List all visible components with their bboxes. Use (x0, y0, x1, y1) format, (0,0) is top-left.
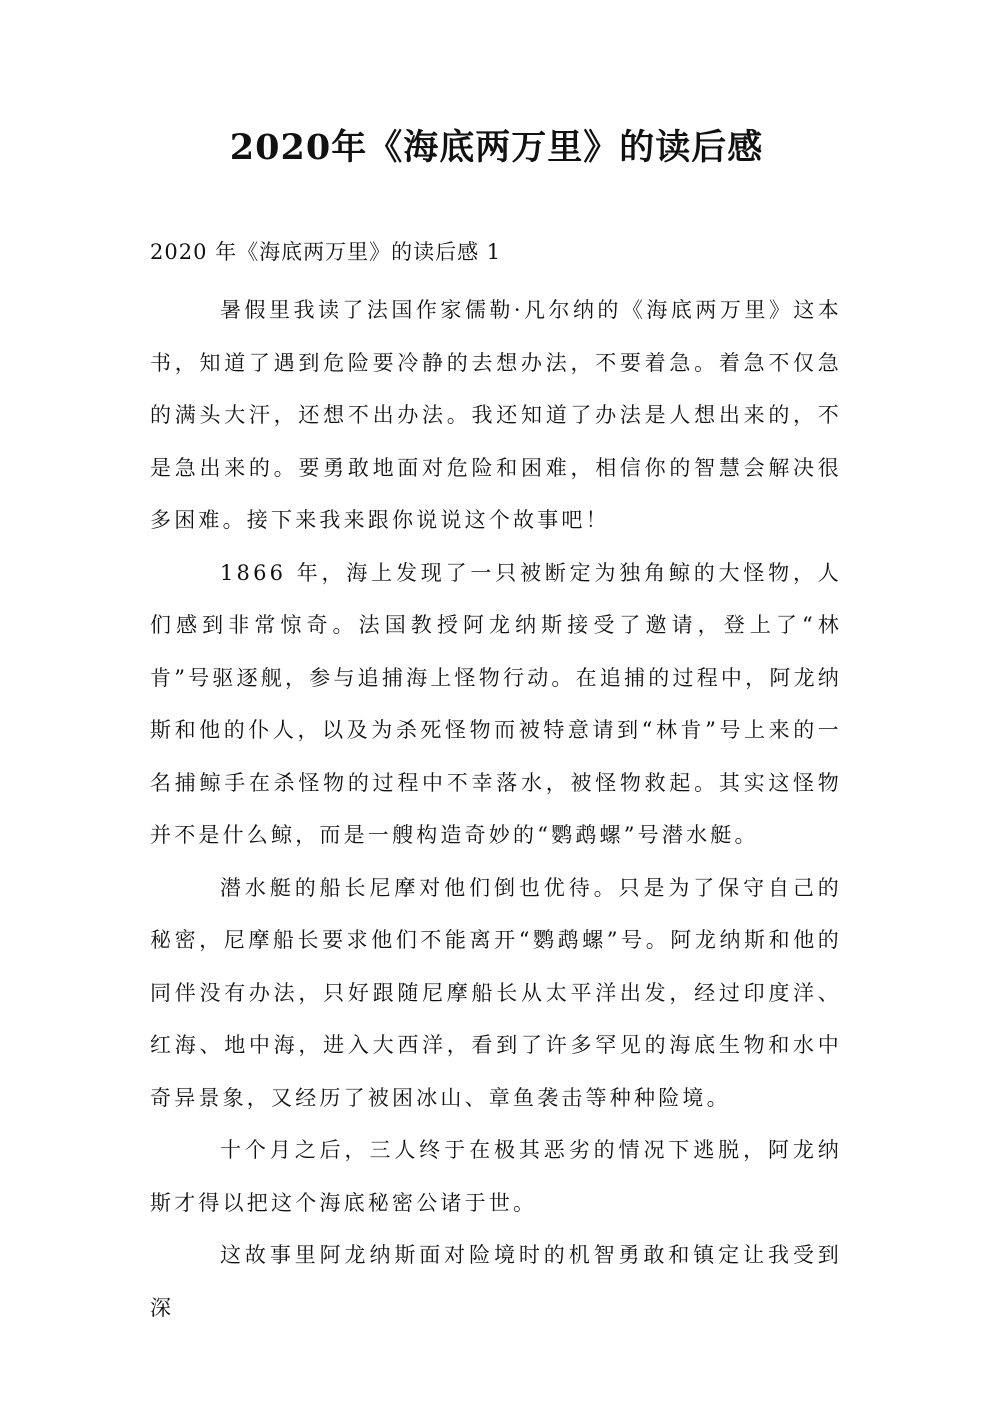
document-title: 2020年《海底两万里》的读后感 (229, 127, 764, 168)
document-body (150, 284, 842, 1334)
section-heading: 2020 年《海底两万里》的读后感 1 (150, 240, 502, 264)
paragraph-5: 这故事里阿龙纳斯面对险境时的机智勇敢和镇定让我受到深 (150, 1243, 842, 1320)
paragraph-4: 十个月之后，三人终于在极其恶劣的情况下逃脱，阿龙纳斯才得以把这个海底秘密公诸于世。 (150, 1138, 842, 1215)
paragraph-3: 潜水艇的船长尼摩对他们倒也优待。只是为了保守自己的秘密，尼摩船长要求他们不能离开“鹦鹉螺”号。阿龙纳斯和他的同伴没有办法，只好跟随尼摩船长从太平洋出发，经过印度洋、红海、地中海，进入大西洋，看到了许多罕见的海底生物和水中奇异景象，又经历了被困冰山、章鱼袭击等种种险境。 (150, 875, 842, 1110)
paragraph-2: 1866 年，海上发现了一只被断定为独角鲸的大怪物，人们感到非常惊奇。法国教授阿龙纳斯接受了邀请，登上了“林肯”号驱逐舰，参与追捕海上怪物行动。在追捕的过程中，阿龙纳斯和他的仆人，以及为杀死怪物而被特意请到“林肯”号上来的一名捕鲸手在杀怪物的过程中不幸落水，被怪物救起。其实这怪物并不是什么鲸，而是一艘构造奇妙的“鹦鹉螺”号潜水艇。 (150, 560, 842, 847)
paragraph-1: 暑假里我读了法国作家儒勒·凡尔纳的《海底两万里》这本书，知道了遇到危险要冷静的去想办法，不要着急。着急不仅急的满头大汗，还想不出办法。我还知道了办法是人想出来的，不是急出来的。要勇敢地面对危险和困难，相信你的智慧会解决很多困难。接下来我来跟你说说这个故事吧！ (150, 298, 842, 532)
